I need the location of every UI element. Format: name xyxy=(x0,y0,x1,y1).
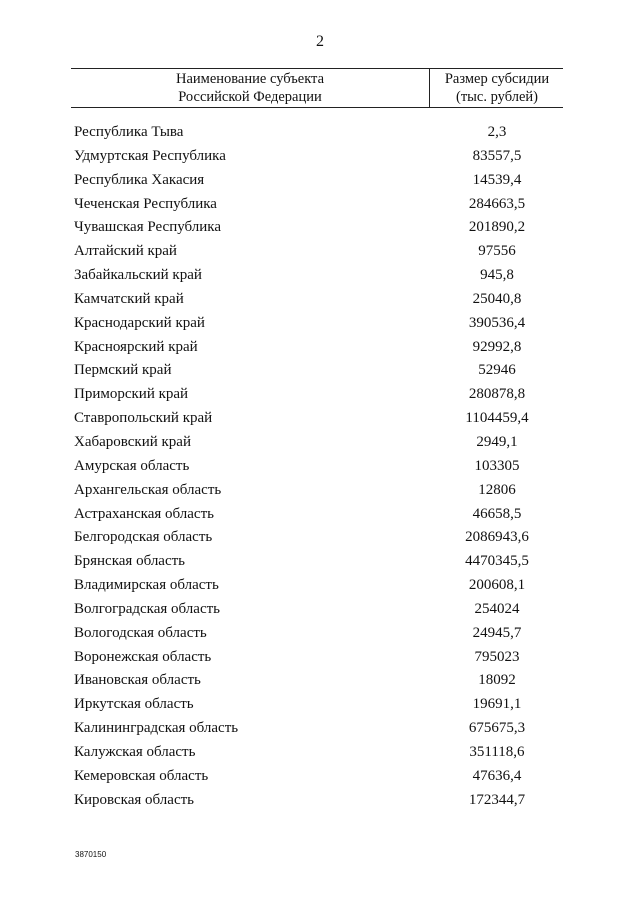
table-row xyxy=(74,289,564,313)
subsidy-amount: 52946 xyxy=(478,362,516,379)
region-name: Владимирская область xyxy=(74,577,219,594)
region-name: Калининградская область xyxy=(74,720,239,737)
table-body xyxy=(74,122,564,813)
region-name: Пермский край xyxy=(74,362,172,379)
subsidy-amount: 24945,7 xyxy=(472,624,522,641)
table-row xyxy=(74,265,564,289)
subsidy-amount: 83557,5 xyxy=(472,147,522,164)
region-name: Кировская область xyxy=(74,791,195,808)
column-header-region-line1: Наименование субъекта xyxy=(175,71,325,87)
region-name: Брянская область xyxy=(74,553,186,570)
subsidy-amount: 351118,6 xyxy=(469,743,525,760)
region-name: Хабаровский край xyxy=(74,433,191,450)
subsidy-amount: 2,3 xyxy=(487,124,507,140)
region-name: Камчатский край xyxy=(74,290,184,307)
region-name: Архангельская область xyxy=(74,481,222,498)
region-name: Алтайский край xyxy=(74,243,177,260)
table-row xyxy=(74,480,564,504)
subsidy-amount: 390536,4 xyxy=(468,314,526,331)
subsidy-amount: 284663,5 xyxy=(468,195,526,212)
region-name: Краснодарский край xyxy=(74,314,205,331)
region-name: Волгоградская область xyxy=(74,600,220,617)
region-name: Калужская область xyxy=(74,743,196,760)
table-row xyxy=(74,408,564,432)
column-header-subsidy-line2: (тыс. рублей) xyxy=(456,89,538,105)
subsidy-amount: 675675,3 xyxy=(468,720,526,737)
subsidy-amount: 795023 xyxy=(474,648,520,665)
table-row xyxy=(74,527,564,551)
subsidy-amount: 172344,7 xyxy=(468,791,526,808)
table-row xyxy=(74,456,564,480)
region-name: Чеченская Республика xyxy=(74,195,217,212)
subsidy-amount: 280878,8 xyxy=(468,386,526,403)
table-row xyxy=(74,647,564,671)
subsidy-amount: 201890,2 xyxy=(468,219,526,236)
table-row xyxy=(74,146,564,170)
table-row xyxy=(74,122,564,146)
subsidy-amount: 47636,4 xyxy=(472,767,522,784)
region-name: Амурская область xyxy=(74,457,190,474)
subsidy-amount: 92992,8 xyxy=(472,338,522,355)
column-header-subsidy xyxy=(429,69,564,108)
table-row xyxy=(74,694,564,718)
region-name: Забайкальский край xyxy=(74,267,202,284)
subsidy-amount: 103305 xyxy=(474,457,520,474)
region-name: Ивановская область xyxy=(74,672,201,689)
subsidy-amount: 19691,1 xyxy=(472,696,522,713)
table-row xyxy=(74,170,564,194)
table-row xyxy=(74,337,564,361)
region-name: Приморский край xyxy=(74,386,189,403)
subsidy-amount: 14539,4 xyxy=(472,171,522,188)
table-row xyxy=(74,599,564,623)
table-row xyxy=(74,194,564,218)
subsidy-amount: 254024 xyxy=(474,600,520,617)
table-header xyxy=(71,68,563,108)
table-row xyxy=(74,432,564,456)
table-row xyxy=(74,384,564,408)
region-name: Ставропольский край xyxy=(74,410,213,427)
region-name: Чувашская Республика xyxy=(74,219,222,236)
column-header-subsidy-line1: Размер субсидии xyxy=(444,71,550,87)
table-row xyxy=(74,742,564,766)
table-row xyxy=(74,670,564,694)
subsidy-amount: 200608,1 xyxy=(468,577,526,594)
subsidy-amount: 97556 xyxy=(478,243,516,260)
column-header-region xyxy=(71,69,429,106)
region-name: Воронежская область xyxy=(74,648,212,665)
subsidy-amount: 945,8 xyxy=(480,267,514,284)
table-row xyxy=(74,360,564,384)
subsidy-amount: 2949,1 xyxy=(476,433,518,450)
table-row xyxy=(74,551,564,575)
subsidy-amount: 18092 xyxy=(478,672,516,689)
region-name: Красноярский край xyxy=(74,338,198,355)
table-row xyxy=(74,313,564,337)
region-name: Кемеровская область xyxy=(74,767,209,784)
table-row xyxy=(74,718,564,742)
table-row xyxy=(74,766,564,790)
page-number: 2 xyxy=(316,33,324,50)
table-row xyxy=(74,575,564,599)
table-row xyxy=(74,241,564,265)
region-name: Удмуртская Республика xyxy=(74,147,226,164)
subsidy-amount: 12806 xyxy=(478,481,516,498)
table-row xyxy=(74,217,564,241)
region-name: Иркутская область xyxy=(74,696,194,713)
region-name: Республика Хакасия xyxy=(74,171,205,188)
table-row xyxy=(74,623,564,647)
subsidy-amount: 46658,5 xyxy=(472,505,522,522)
document-code: 3870150 xyxy=(75,850,107,859)
region-name: Астраханская область xyxy=(74,505,214,522)
subsidy-amount: 1104459,4 xyxy=(465,410,529,427)
subsidy-amount: 2086943,6 xyxy=(465,529,529,546)
table-row xyxy=(74,504,564,528)
region-name: Республика Тыва xyxy=(74,124,184,140)
subsidy-amount: 25040,8 xyxy=(472,290,522,307)
subsidy-amount: 4470345,5 xyxy=(465,553,529,570)
region-name: Белгородская область xyxy=(74,529,213,546)
table-row xyxy=(74,790,564,814)
region-name: Вологодская область xyxy=(74,624,207,641)
column-header-region-line2: Российской Федерации xyxy=(178,89,322,105)
